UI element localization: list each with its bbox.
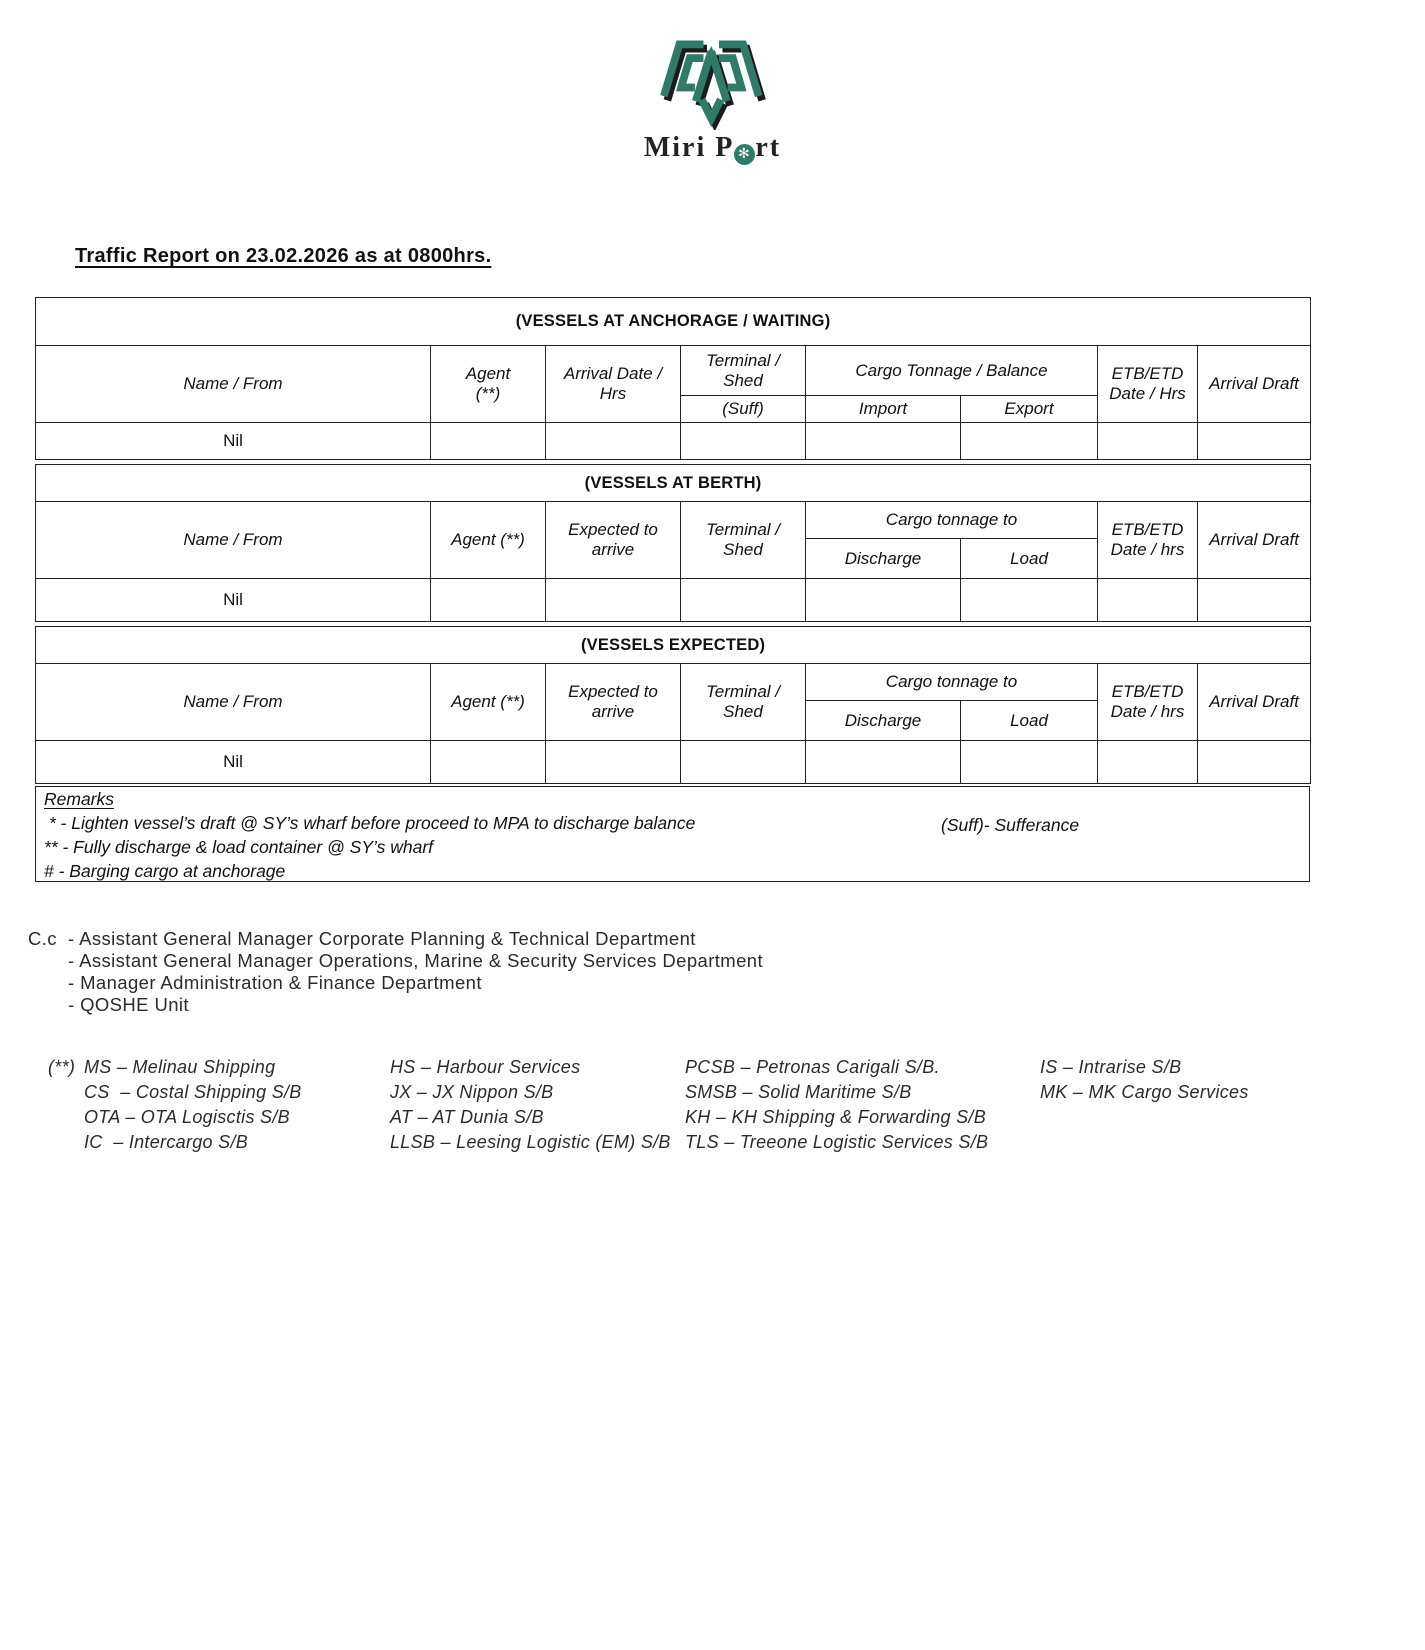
- legend-entry: MS – Melinau Shipping: [84, 1057, 276, 1077]
- col-header-agent: Agent (**): [431, 502, 546, 579]
- empty-cell: [1198, 741, 1311, 784]
- expected-name-cell: Nil: [36, 741, 431, 784]
- cc-distribution-list: [28, 928, 763, 1016]
- anchorage-name-cell: Nil: [36, 423, 431, 460]
- empty-cell: [1198, 423, 1311, 460]
- col-header-cargo-tonnage: Cargo tonnage to: [806, 502, 1098, 539]
- empty-cell: [1198, 579, 1311, 622]
- legend-entry: IS – Intrarise S/B: [1040, 1057, 1182, 1077]
- col-header-terminal-shed: Terminal / Shed: [681, 502, 806, 579]
- expected-section-title: (VESSELS EXPECTED): [36, 627, 1311, 664]
- col-header-import: Import: [806, 396, 961, 423]
- empty-cell: [1098, 741, 1198, 784]
- col-header-expected-arrive: Expected to arrive: [546, 502, 681, 579]
- empty-cell: [1098, 423, 1198, 460]
- remark-line-1: * - Lighten vessel’s draft @ SY’s wharf before proceed to MPA to discharge balance: [44, 813, 696, 833]
- cc-item: - Assistant General Manager Corporate Planning & Technical Department: [68, 928, 696, 949]
- legend-entry: IC – Intercargo S/B: [84, 1132, 249, 1152]
- empty-cell: [546, 423, 681, 460]
- col-header-arrival-date: Arrival Date / Hrs: [546, 346, 681, 423]
- anchorage-table: [35, 297, 1311, 460]
- cc-item: - QOSHE Unit: [68, 994, 189, 1015]
- col-header-discharge: Discharge: [806, 539, 961, 579]
- ship-wheel-icon: ✻: [734, 144, 755, 165]
- brand-text-right: rt: [755, 132, 782, 163]
- brand-text-left: Miri P: [643, 132, 735, 163]
- col-header-export: Export: [961, 396, 1098, 423]
- col-header-cargo-tonnage: Cargo Tonnage / Balance: [806, 346, 1098, 396]
- berth-table: [35, 464, 1311, 622]
- miri-port-logo-mark: [657, 38, 769, 130]
- empty-cell: [1098, 579, 1198, 622]
- col-header-agent: Agent (**): [431, 664, 546, 741]
- expected-table: [35, 626, 1311, 784]
- empty-cell: [961, 741, 1098, 784]
- legend-entry: AT – AT Dunia S/B: [390, 1107, 544, 1127]
- col-header-arrival-draft: Arrival Draft: [1198, 346, 1311, 423]
- legend-column-3: [685, 1055, 1040, 1155]
- miri-port-brand-text: [0, 132, 1425, 165]
- legend-entry: CS – Costal Shipping S/B: [84, 1082, 302, 1102]
- cc-label: C.c: [28, 928, 57, 949]
- remarks-heading: Remarks: [44, 789, 115, 809]
- legend-entry: KH – KH Shipping & Forwarding S/B: [685, 1107, 987, 1127]
- empty-cell: [431, 741, 546, 784]
- legend-entry: SMSB – Solid Maritime S/B: [685, 1082, 912, 1102]
- legend-entry: PCSB – Petronas Carigali S/B.: [685, 1057, 940, 1077]
- empty-cell: [431, 423, 546, 460]
- berth-section-title: (VESSELS AT BERTH): [36, 465, 1311, 502]
- col-header-load: Load: [961, 539, 1098, 579]
- col-header-load: Load: [961, 701, 1098, 741]
- legend-prefix: (**): [48, 1057, 76, 1077]
- legend-column-2: [390, 1055, 685, 1155]
- col-header-cargo-tonnage: Cargo tonnage to: [806, 664, 1098, 701]
- expected-data-row: [36, 741, 1311, 784]
- col-header-expected-arrive: Expected to arrive: [546, 664, 681, 741]
- empty-cell: [806, 741, 961, 784]
- col-header-arrival-draft: Arrival Draft: [1198, 664, 1311, 741]
- col-header-suff: (Suff): [681, 396, 806, 423]
- anchorage-section-title: (VESSELS AT ANCHORAGE / WAITING): [36, 298, 1311, 346]
- col-header-etb-etd: ETB/ETD Date / hrs: [1098, 502, 1198, 579]
- legend-entry: MK – MK Cargo Services: [1040, 1082, 1249, 1102]
- cc-item: - Manager Administration & Finance Department: [68, 972, 482, 993]
- empty-cell: [806, 579, 961, 622]
- empty-cell: [431, 579, 546, 622]
- legend-entry: LLSB – Leesing Logistic (EM) S/B: [390, 1132, 671, 1152]
- empty-cell: [681, 579, 806, 622]
- sufferance-note: (Suff)- Sufferance: [941, 815, 1080, 835]
- legend-column-1: [48, 1055, 390, 1155]
- remark-line-3: # - Barging cargo at anchorage: [44, 861, 286, 881]
- legend-entry: JX – JX Nippon S/B: [390, 1082, 554, 1102]
- col-header-terminal-shed: Terminal / Shed: [681, 664, 806, 741]
- remark-line-2: ** - Fully discharge & load container @ SY’s wharf: [44, 837, 434, 857]
- col-header-etb-etd: ETB/ETD Date / Hrs: [1098, 346, 1198, 423]
- col-header-name-from: Name / From: [36, 502, 431, 579]
- anchorage-data-row: [36, 423, 1311, 460]
- empty-cell: [806, 423, 961, 460]
- empty-cell: [961, 423, 1098, 460]
- empty-cell: [961, 579, 1098, 622]
- legend-entry: HS – Harbour Services: [390, 1057, 581, 1077]
- empty-cell: [546, 741, 681, 784]
- empty-cell: [681, 423, 806, 460]
- page-title: Traffic Report on 23.02.2026 as at 0800hrs.: [75, 245, 492, 267]
- col-header-name-from: Name / From: [36, 346, 431, 423]
- legend-entry: OTA – OTA Logisctis S/B: [84, 1107, 290, 1127]
- miri-port-logo: [0, 38, 1425, 165]
- remarks-box: [35, 786, 1310, 882]
- col-header-arrival-draft: Arrival Draft: [1198, 502, 1311, 579]
- empty-cell: [546, 579, 681, 622]
- traffic-tables: [35, 297, 1310, 788]
- col-header-agent: Agent (**): [431, 346, 546, 423]
- agent-abbreviation-legend: [48, 1055, 1378, 1155]
- empty-cell: [681, 741, 806, 784]
- legend-column-4: [1040, 1055, 1300, 1155]
- cc-item: - Assistant General Manager Operations, Marine & Security Services Department: [68, 950, 764, 971]
- berth-data-row: [36, 579, 1311, 622]
- berth-name-cell: Nil: [36, 579, 431, 622]
- legend-entry: TLS – Treeone Logistic Services S/B: [685, 1132, 989, 1152]
- col-header-terminal-shed: Terminal / Shed: [681, 346, 806, 396]
- col-header-etb-etd: ETB/ETD Date / hrs: [1098, 664, 1198, 741]
- col-header-name-from: Name / From: [36, 664, 431, 741]
- col-header-discharge: Discharge: [806, 701, 961, 741]
